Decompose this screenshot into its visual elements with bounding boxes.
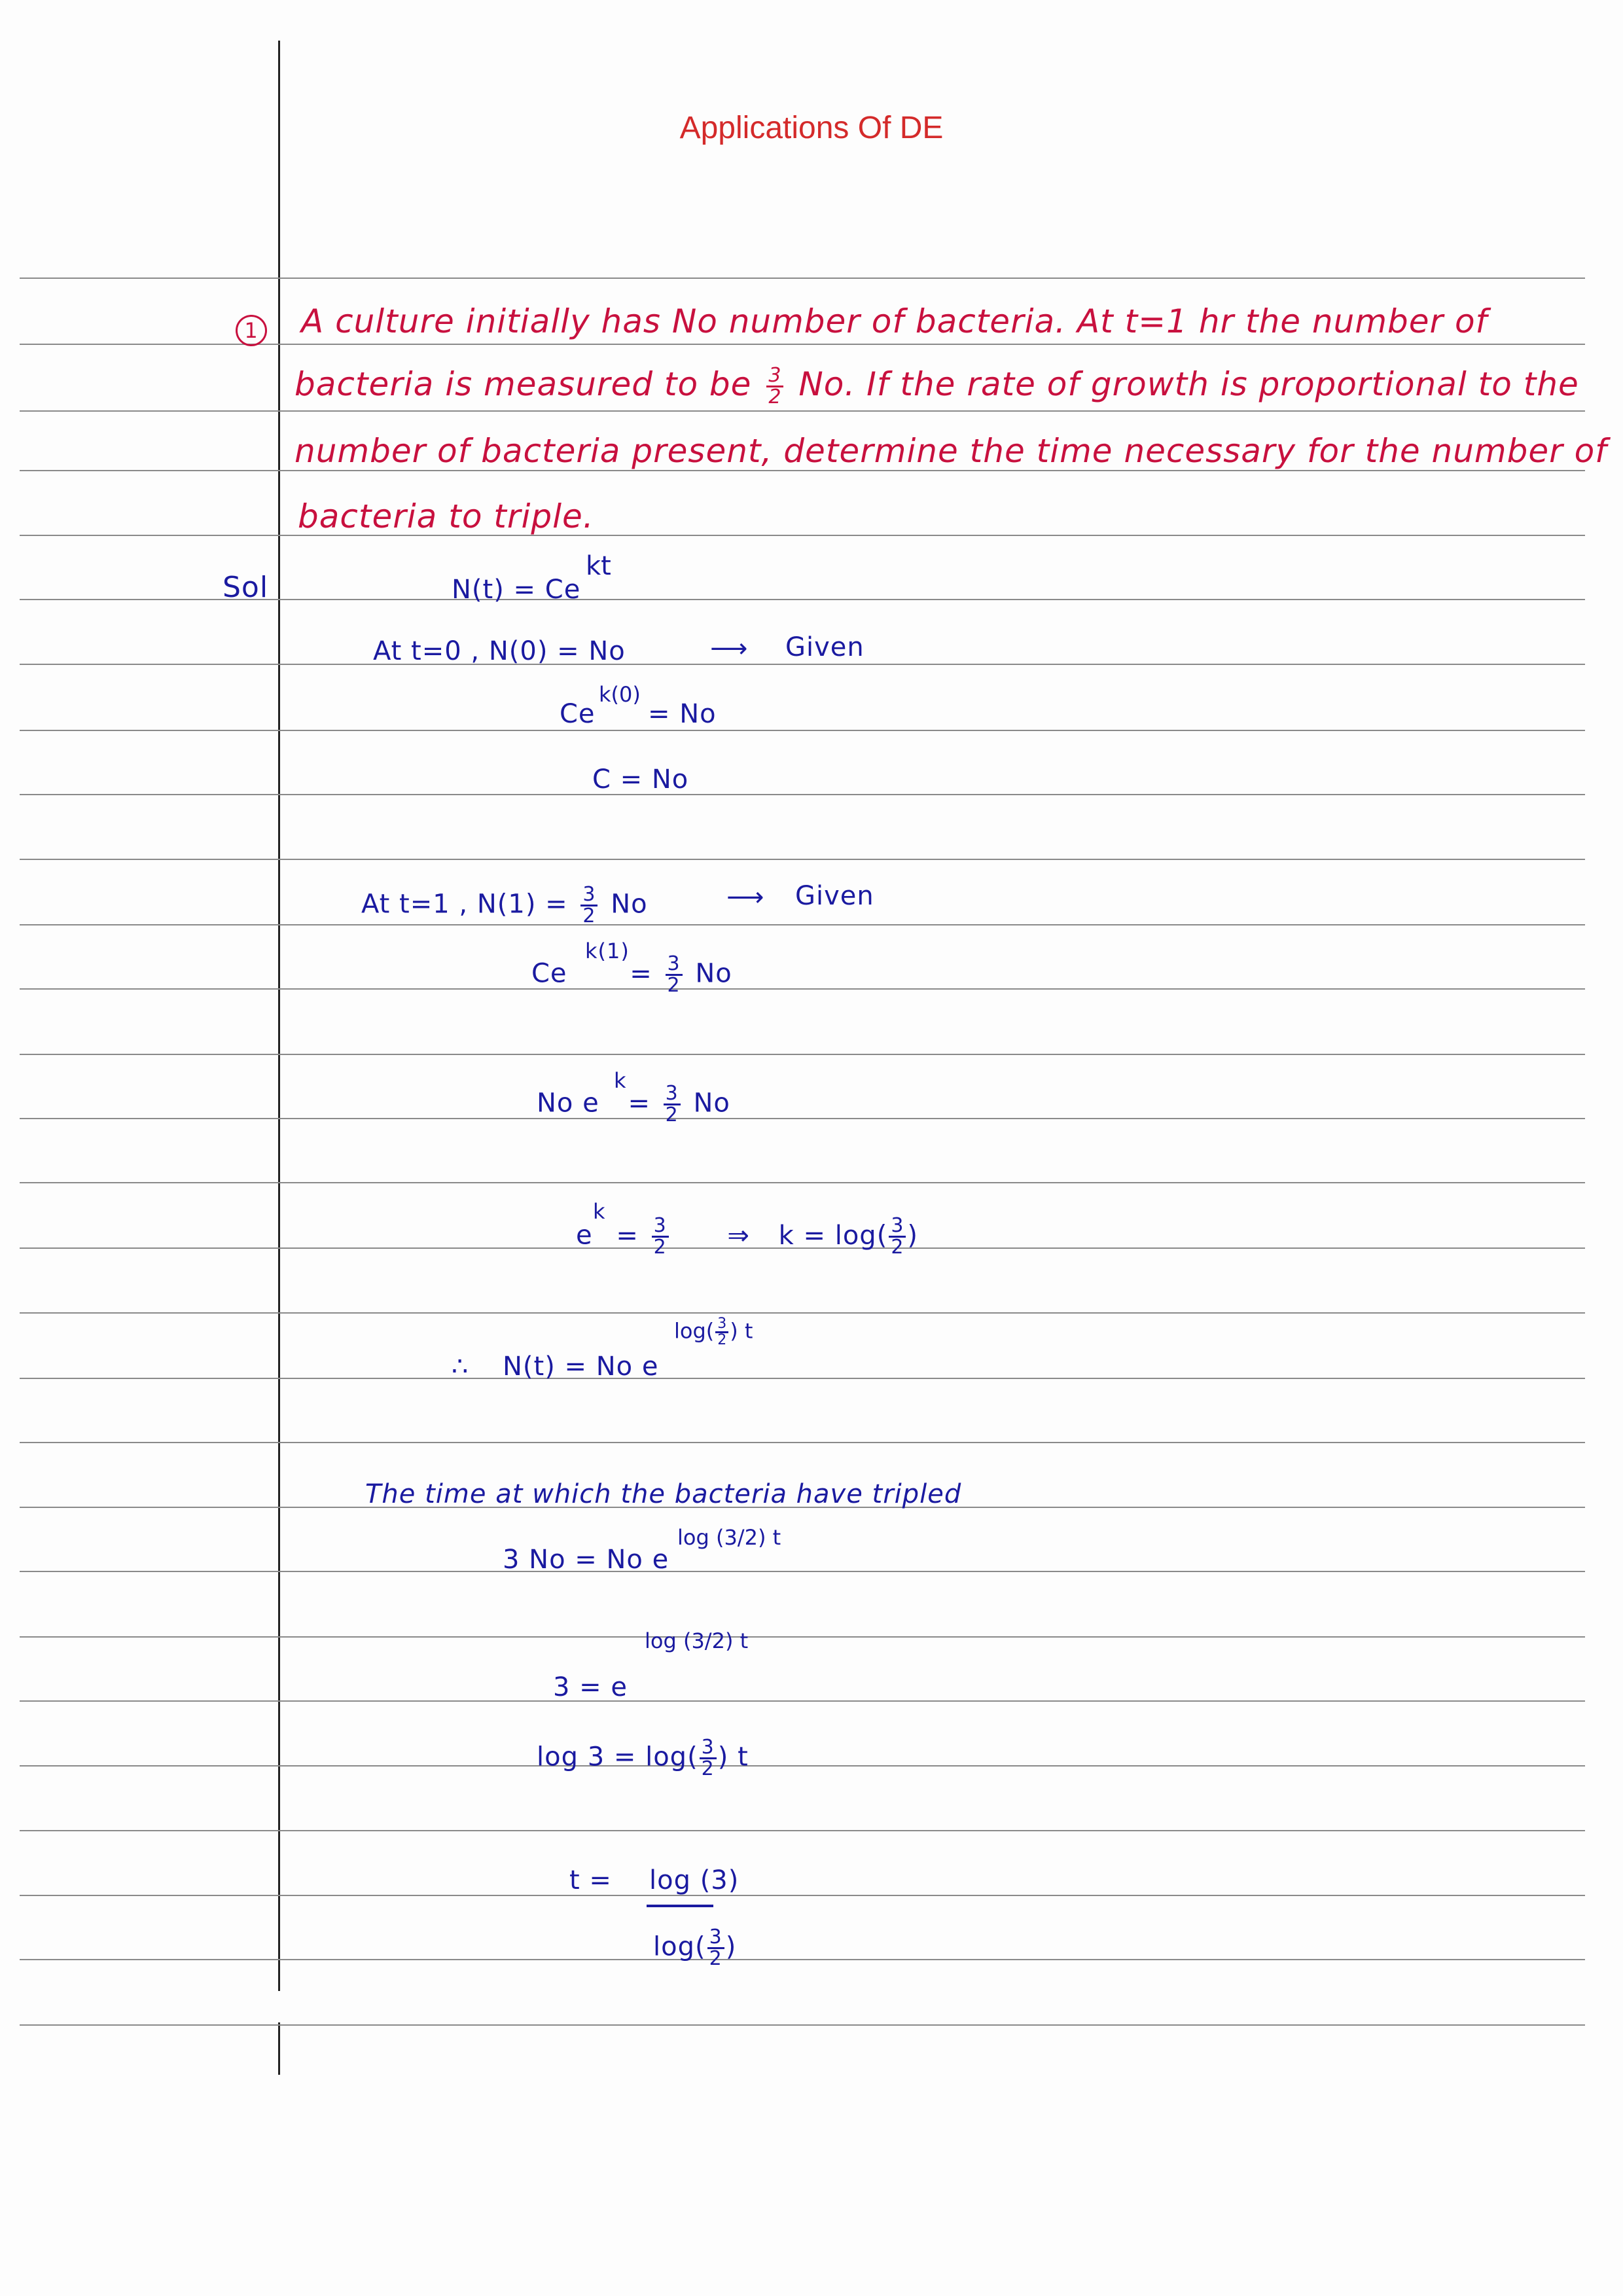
step-cancel-exponent: log (3/2) t bbox=[645, 1628, 749, 1653]
rule-line bbox=[20, 1830, 1585, 1831]
fraction-three-halves: $\frac{3}{2}$ bbox=[707, 1928, 724, 1969]
rule-line bbox=[20, 1895, 1585, 1896]
rule-line bbox=[20, 859, 1585, 860]
step-t0-condition: At t=0 , N(0) = No bbox=[373, 636, 626, 666]
fraction-three-halves: $\frac{3}{2}$ bbox=[766, 366, 783, 407]
solution-label: Sol bbox=[223, 571, 269, 604]
rule-line bbox=[20, 1700, 1585, 1702]
step-take-log: log 3 = log( $\frac{3}{2}$ ) t bbox=[537, 1736, 749, 1780]
question-line-2 bbox=[294, 365, 1579, 407]
step-k-solve-exponent: k bbox=[593, 1199, 606, 1224]
fraction-three-halves: $\frac{3}{2}$ bbox=[700, 1738, 717, 1779]
step-solution-fn-exponent: log( $\frac{3}{2}$ ) t bbox=[674, 1316, 753, 1348]
rule-line bbox=[20, 1765, 1585, 1767]
step-t1-condition: At t=1 , N(1) = $\frac{3}{2}$ No bbox=[361, 883, 648, 927]
margin-line-tail bbox=[278, 2022, 280, 2075]
rule-line bbox=[20, 278, 1585, 279]
question-line-3: number of bacteria present, determine the time necessary for the number of bbox=[294, 432, 1607, 470]
fraction-three-halves: $\frac{3}{2}$ bbox=[889, 1216, 906, 1257]
step-t1-simplify: No e k = $\frac{3}{2}$ No bbox=[537, 1068, 730, 1126]
step-tripled-eq: 3 No = No e bbox=[503, 1545, 669, 1575]
fraction-three-halves: $\frac{3}{2}$ bbox=[580, 885, 597, 926]
rule-line bbox=[20, 1182, 1585, 1183]
step-t0-sub-exponent: k(0) bbox=[599, 682, 641, 707]
rule-line bbox=[20, 1312, 1585, 1314]
step-tripled-eq-exponent: log (3/2) t bbox=[677, 1525, 781, 1550]
fraction-three-halves: $\frac{3}{2}$ bbox=[715, 1317, 728, 1348]
rule-line bbox=[20, 664, 1585, 665]
fraction-three-halves: $\frac{3}{2}$ bbox=[652, 1216, 669, 1257]
step-tripled-heading: The time at which the bacteria have tripled bbox=[365, 1479, 962, 1509]
question-line-4: bacteria to triple. bbox=[298, 497, 594, 535]
step-answer-denominator: log( $\frac{3}{2}$ ) bbox=[653, 1926, 737, 1970]
margin-line bbox=[278, 41, 280, 1991]
step-t1-sub: Ce k(1) = $\frac{3}{2}$ No bbox=[531, 939, 732, 997]
question-line-2a: bacteria is measured to be bbox=[294, 365, 752, 403]
question-number-circle: 1 bbox=[236, 315, 267, 346]
step-model-exponent: kt bbox=[586, 551, 611, 581]
rule-line bbox=[20, 1118, 1585, 1119]
rule-line bbox=[20, 1442, 1585, 1443]
arrow-icon: ⟶ bbox=[726, 882, 765, 912]
step-model: N(t) = Ce bbox=[452, 575, 581, 605]
fraction-three-halves: $\frac{3}{2}$ bbox=[666, 954, 683, 996]
rule-line bbox=[20, 1571, 1585, 1572]
step-answer-numerator: log (3) bbox=[649, 1865, 740, 1895]
page-title: Applications Of DE bbox=[679, 111, 944, 145]
question-line-2b: No. If the rate of growth is proportional to the bbox=[798, 365, 1579, 403]
step-k-solve: e k = $\frac{3}{2}$ ⇒ k = log( $\frac{3}{2}$ ) bbox=[576, 1199, 919, 1259]
step-t1-simplify-exponent: k bbox=[614, 1068, 627, 1093]
rule-line bbox=[20, 1636, 1585, 1638]
step-cancel: 3 = e bbox=[553, 1672, 628, 1702]
rule-line bbox=[20, 410, 1585, 412]
rule-line bbox=[20, 794, 1585, 795]
step-t0-sub-rhs: = No bbox=[648, 699, 717, 729]
step-solution-fn: N(t) = No e bbox=[503, 1352, 659, 1382]
step-t0-sub-lhs: Ce bbox=[560, 699, 596, 729]
question-line-1: A culture initially has No number of bacteria. At t=1 hr the number of bbox=[301, 302, 1488, 340]
fraction-three-halves: $\frac{3}{2}$ bbox=[664, 1084, 681, 1125]
rule-line bbox=[20, 1054, 1585, 1055]
rule-line bbox=[20, 730, 1585, 731]
arrow-icon: ⟶ bbox=[710, 634, 749, 664]
rule-line bbox=[20, 1959, 1585, 1960]
rule-line bbox=[20, 470, 1585, 471]
rule-line bbox=[20, 924, 1585, 925]
step-answer-lhs: t = bbox=[569, 1865, 612, 1895]
answer-fraction-bar bbox=[647, 1905, 713, 1907]
rule-line bbox=[20, 988, 1585, 990]
therefore-icon: ∴ bbox=[452, 1352, 469, 1382]
step-t1-note: Given bbox=[795, 881, 874, 911]
implies-icon: ⇒ bbox=[727, 1220, 750, 1251]
rule-line bbox=[20, 2024, 1585, 2026]
rule-line bbox=[20, 535, 1585, 536]
step-t1-sub-exponent: k(1) bbox=[585, 939, 630, 963]
rule-line bbox=[20, 1378, 1585, 1379]
step-t0-note: Given bbox=[785, 632, 865, 662]
question-number bbox=[236, 308, 267, 346]
step-c-value: C = No bbox=[592, 764, 689, 795]
